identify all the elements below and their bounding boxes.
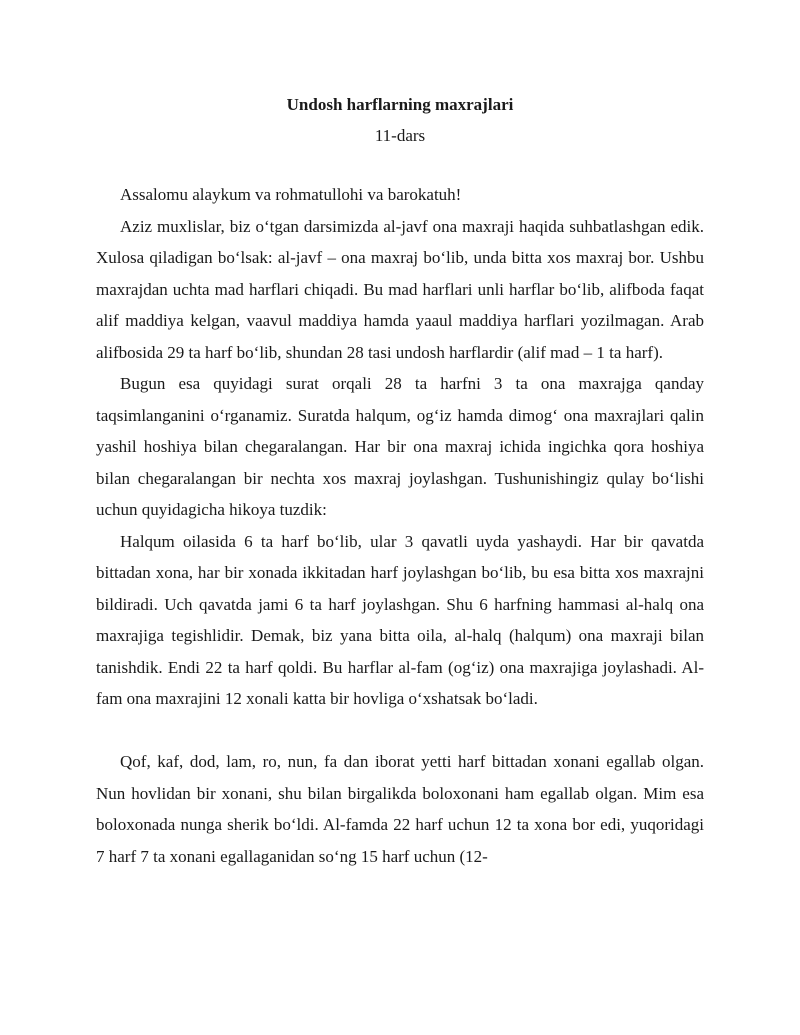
document-title: Undosh harflarning maxrajlari (286, 95, 514, 114)
paragraph-alfam: Qof, kaf, dod, lam, ro, nun, fa dan iborat yetti harf bittadan xonani egallab olgan. Nun hovlidan bir xonani, shu bilan birgalikda boloxonani ham egallab olgan. Mim esa boloxonada nunga sherik bo‘ldi. Al-famda 22 harf uchun 12 ta xona bor edi, yuqoridagi 7 harf 7 ta xonani egallaganidan so‘ng 15 harf uchun (12- (96, 752, 704, 866)
paragraph-greeting: Assalomu alaykum va rohmatullohi va barokatuh! (120, 185, 462, 204)
document-body (96, 179, 704, 872)
paragraph-recap: Aziz muxlislar, biz o‘tgan darsimizda al-javf ona maxraji haqida suhbatlashgan edik. Xulosa qiladigan bo‘lsak: al-javf – ona maxraj bo‘lib, unda bitta xos maxraj bor. Ushbu maxrajdan uchta mad harflari chiqadi. Bu mad harflari unli harflar bo‘lib, alifboda faqat alif maddiya kelgan, vaavul maddiya hamda yaaul maddiya harflari yozilmagan. Arab alifbosida 29 ta harf bo‘lib, shundan 28 tasi undosh harflardir (alif mad – 1 ta harf). (96, 216, 704, 362)
lesson-number: 11-dars (374, 126, 426, 145)
paragraph-halqum: Halqum oilasida 6 ta harf bo‘lib, ular 3 qavatli uyda yashaydi. Har bir qavatda bittadan xona, har bir xonada ikkitadan harf joylashgan bo‘lib, bu esa bitta xos maxrajni bildiradi. Uch qavatda jami 6 ta harf joylashgan. Shu 6 harfning hammasi al-halq ona maxrajiga tegishlidir. Demak, biz yana bitta oila, al-halq (halqum) ona maxraji bilan tanishdik. Endi 22 ta harf qoldi. Bu harflar al-fam (og‘iz) ona maxrajiga joylashadi. Al-fam ona maxrajini 12 xonali katta bir hovliga o‘xshatsak bo‘ladi. (96, 531, 704, 708)
paragraph-intro: Bugun esa quyidagi surat orqali 28 ta harfni 3 ta ona maxrajga qanday taqsimlanganini o‘rganamiz. Suratda halqum, og‘iz hamda dimog‘ ona maxrajlari qalin yashil hoshiya bilan chegaralangan. Har bir ona maxraj ichida ingichka qora hoshiya bilan chegaralangan bir nechta xos maxraj joylashgan. Tushunishingiz qulay bo‘lishi uchun quyidagicha hikoya tuzdik: (96, 374, 704, 519)
